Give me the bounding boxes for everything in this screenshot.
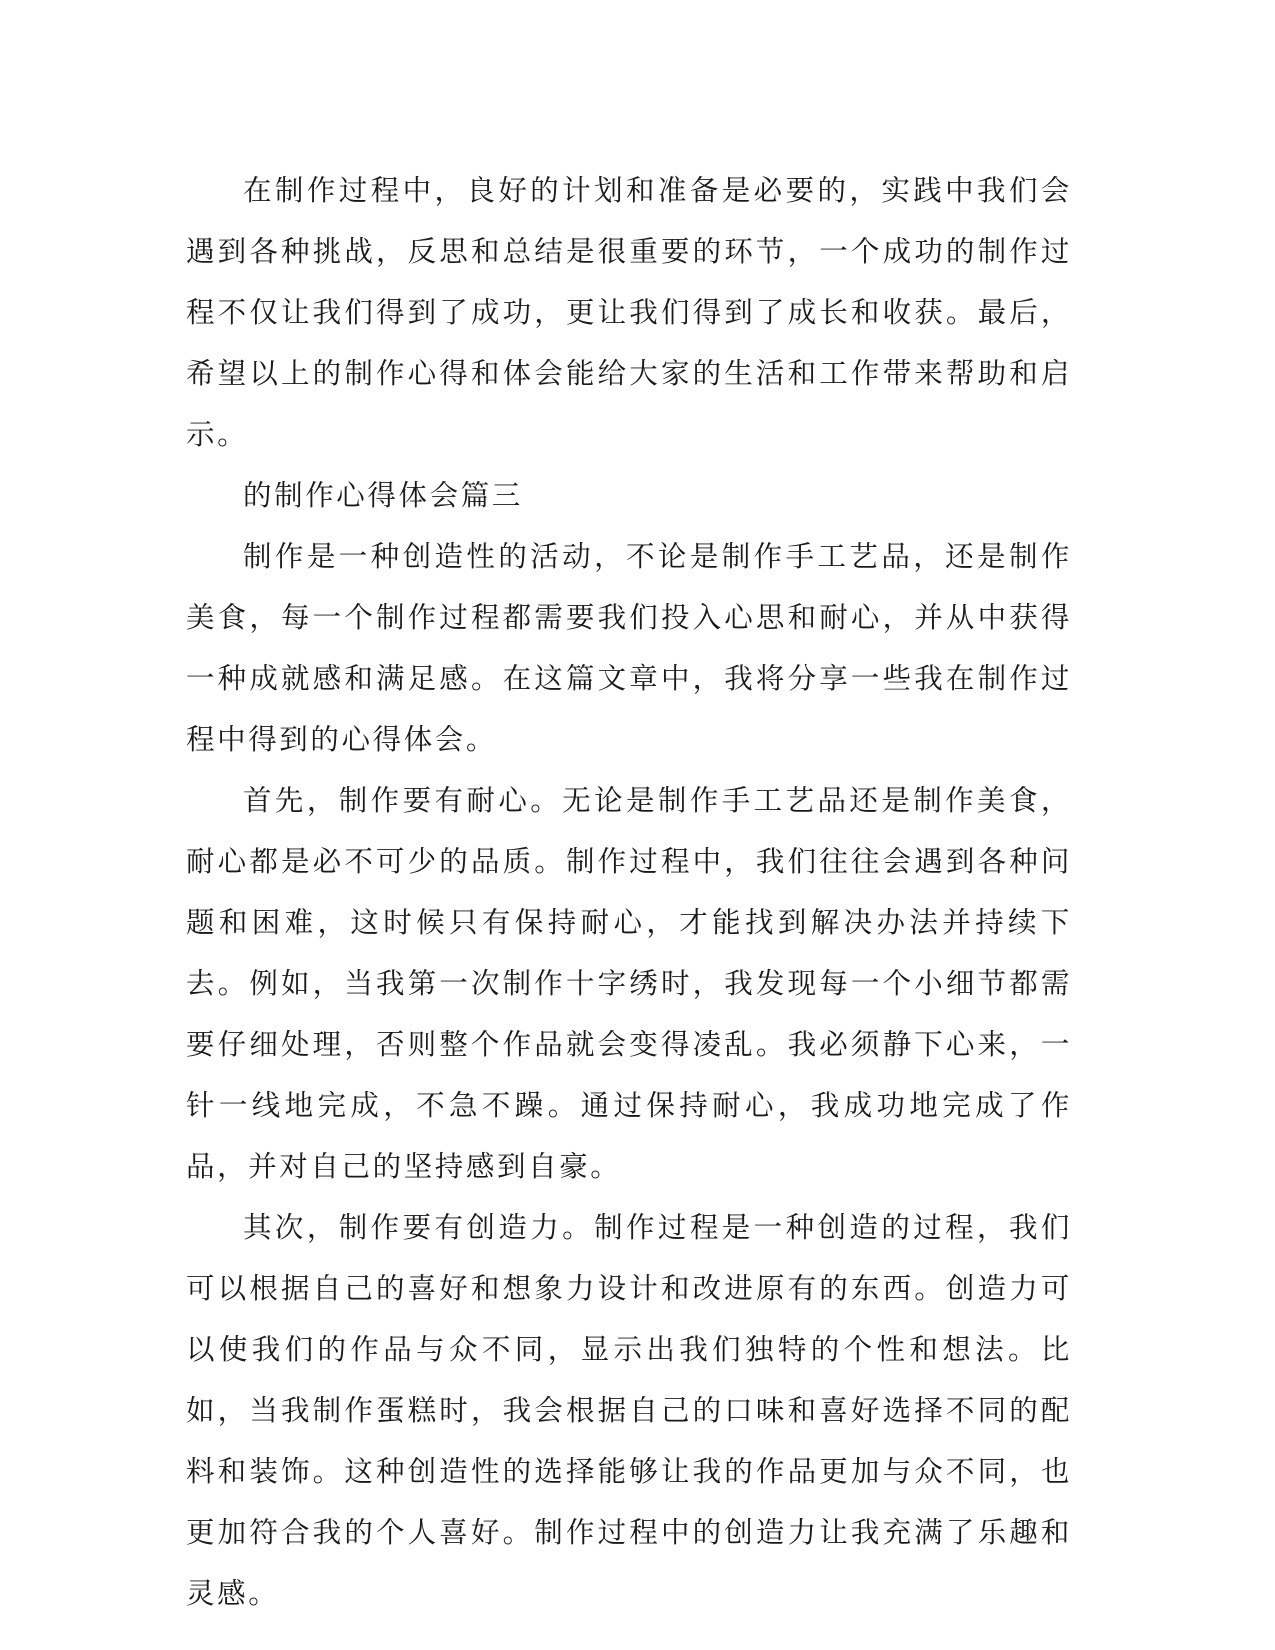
paragraph-conclusion: 在制作过程中，良好的计划和准备是必要的，实践中我们会遇到各种挑战，反思和总结是很重要的环节，一个成功的制作过程不仅让我们得到了成功，更让我们得到了成长和收获。最后，希望以上的制作心得和体会能给大家的生活和工作带来帮助和启示。 [186, 174, 1072, 451]
paragraph-creativity: 其次，制作要有创造力。制作过程是一种创造的过程，我们可以根据自己的喜好和想象力设计和改进原有的东西。创造力可以使我们的作品与众不同，显示出我们独特的个性和想法。比如，当我制作蛋糕时，我会根据自己的口味和喜好选择不同的配料和装饰。这种创造性的选择能够让我的作品更加与众不同，也更加符合我的个人喜好。制作过程中的创造力让我充满了乐趣和灵感。 [186, 1211, 1072, 1610]
paragraph-patience: 首先，制作要有耐心。无论是制作手工艺品还是制作美食，耐心都是必不可少的品质。制作过程中，我们往往会遇到各种问题和困难，这时候只有保持耐心，才能找到解决办法并持续下去。例如，当我第一次制作十字绣时，我发现每一个小细节都需要仔细处理，否则整个作品就会变得凌乱。我必须静下心来，一针一线地完成，不急不躁。通过保持耐心，我成功地完成了作品，并对自己的坚持感到自豪。 [186, 784, 1072, 1183]
paragraph-intro: 制作是一种创造性的活动，不论是制作手工艺品，还是制作美食，每一个制作过程都需要我们投入心思和耐心，并从中获得一种成就感和满足感。在这篇文章中，我将分享一些我在制作过程中得到的心得体会。 [186, 540, 1072, 756]
section-heading: 的制作心得体会篇三 [243, 479, 523, 512]
document-body [186, 160, 1072, 1624]
